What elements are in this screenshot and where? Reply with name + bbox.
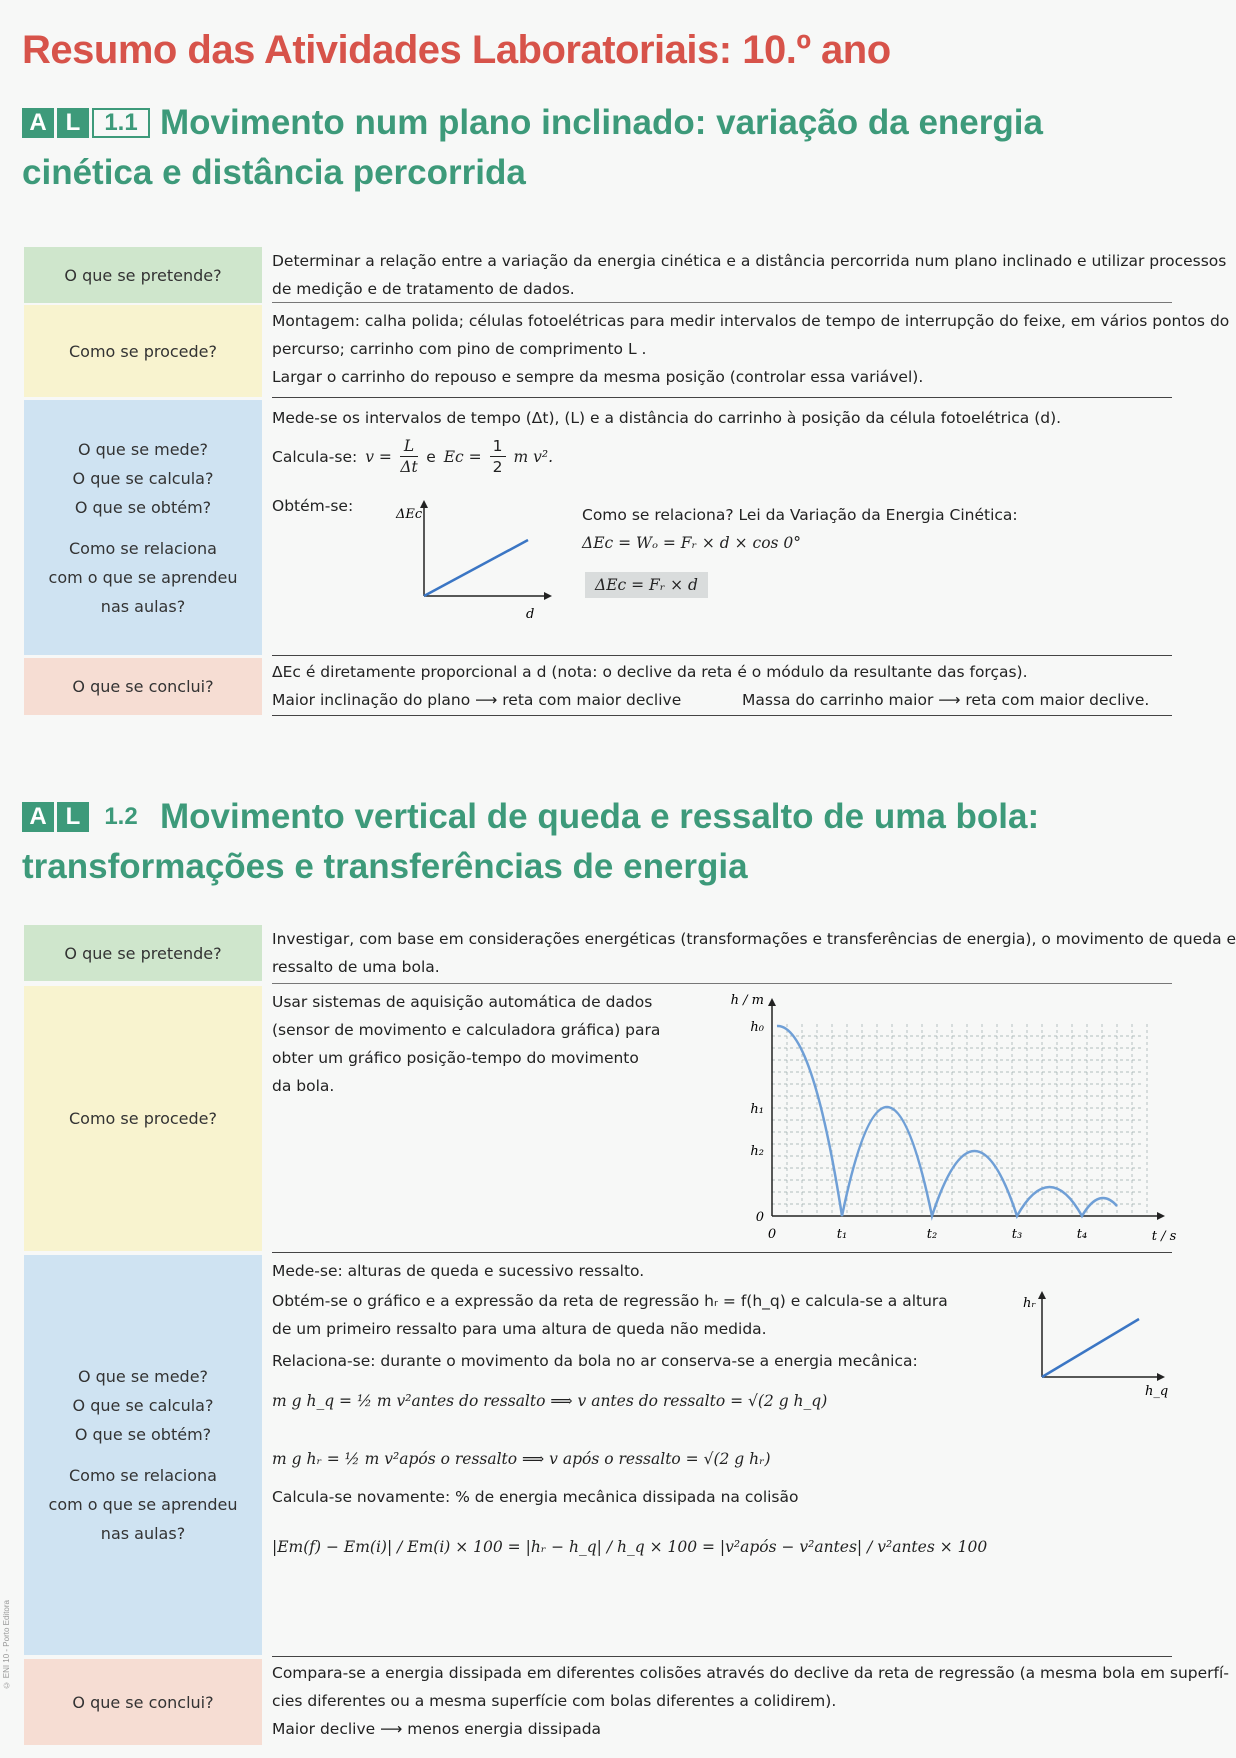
al11-conclui-line1: ΔEc é diretamente proporcional a d (nota: o declive da reta é o módulo da resultante das forças).	[272, 663, 1028, 681]
al12-row-mede	[24, 1255, 1172, 1655]
al12-table	[24, 925, 1236, 1738]
label-relaciona-3: nas aulas?	[100, 596, 186, 616]
al11-procede-line2: percurso; carrinho com pino de comprimento L .	[272, 340, 647, 358]
al11-pretende-line2: de medição e de tratamento de dados.	[272, 280, 575, 298]
al12-mede-text: Mede-se: alturas de queda e sucessivo ressalto.	[272, 1262, 645, 1280]
al12-procede-line2: (sensor de movimento e calculadora gráfica) para	[272, 1021, 661, 1039]
al12-conclui-line1: Compara-se a energia dissipada em diferentes colisões através do declive da reta de regressão (a mesma bola em superfí-	[272, 1664, 1229, 1682]
al12-conclui-line2: cies diferentes ou a mesma superfície com bolas diferentes a colidirem).	[272, 1692, 837, 1710]
page-title: Resumo das Atividades Laboratoriais: 10.º ano	[22, 28, 891, 72]
label-relaciona-1: Como se relaciona	[69, 1466, 217, 1485]
al11-pretende-line1: Determinar a relação entre a variação da energia cinética e a distância percorrida num plano inclinado e utilizar processos	[272, 252, 1227, 270]
al12-number: 1.2	[104, 803, 138, 830]
al12-bounce-graph	[712, 986, 1177, 1246]
al12-obtem-line2: de um primeiro ressalto para uma altura de queda não medida.	[272, 1320, 767, 1338]
badge-a: A	[22, 108, 54, 138]
bounce-y-tick: 0	[755, 1210, 764, 1225]
al11-relaciona-text: Como se relaciona? Lei da Variação da Energia Cinética:	[582, 506, 1018, 524]
bounce-y-tick: h₂	[750, 1144, 764, 1159]
label-mede-group	[24, 400, 262, 655]
label-obtem: O que se obtém?	[74, 1425, 212, 1444]
bounce-x-tick: t₃	[1011, 1227, 1023, 1242]
al11-conclui-line2b: Massa do carrinho maior ⟶ reta com maior declive.	[742, 691, 1150, 709]
al11-table	[24, 247, 1230, 715]
bounce-x-label: t / s	[1151, 1229, 1177, 1244]
al12-procede-line4: da bola.	[272, 1077, 335, 1095]
side-note: © ENI 10 - Porto Editora	[2, 1600, 11, 1690]
label-pretende: O que se pretende?	[24, 925, 262, 981]
bounce-y-tick: h₁	[750, 1102, 764, 1117]
label-procede: Como se procede?	[24, 986, 262, 1251]
al12-procede-line1: Usar sistemas de aquisição automática de dados	[272, 993, 653, 1011]
al12-eq2: m g hᵣ = ½ m v²após o ressalto ⟹ v após o ressalto = √(2 g hᵣ)	[272, 1450, 771, 1468]
al11-mede-text: Mede-se os intervalos de tempo (Δt), (L) e a distância do carrinho à posição da célula fotoelétrica (d).	[272, 409, 1062, 427]
label-relaciona-1: Como se relaciona	[69, 538, 217, 558]
al11-graph-y-label: ΔEc	[396, 507, 423, 522]
al12-header	[22, 792, 1182, 892]
al11-header	[22, 98, 1182, 198]
label-conclui: O que se conclui?	[24, 1659, 262, 1745]
al12-title-line2: transformações e transferências de energia	[22, 847, 748, 886]
al12-row-pretende	[24, 925, 1236, 981]
al11-obtem-label: Obtém-se:	[272, 497, 354, 515]
badge-l: L	[57, 108, 89, 138]
al11-row-conclui	[24, 658, 1172, 715]
x-axis-arrow	[1157, 1212, 1165, 1220]
al11-procede-line3: Largar o carrinho do repouso e sempre da mesma posição (controlar essa variável).	[272, 368, 924, 386]
al11-relaciona-box: ΔEc = Fᵣ × d	[585, 572, 708, 598]
al12-eq1: m g h_q = ½ m v²antes do ressalto ⟹ v antes do ressalto = √(2 g h_q)	[272, 1392, 828, 1410]
bounce-curve	[777, 1026, 1117, 1216]
al12-pretende-line2: ressalto de uma bola.	[272, 958, 440, 976]
al11-relaciona-eq: ΔEc = Wₒ = Fᵣ × d × cos 0°	[582, 534, 802, 552]
al11-row-pretende	[24, 247, 1227, 303]
al12-eq3: |Em(f) − Em(i)| / Em(i) × 100 = |hᵣ − h_q| / h_q × 100 = |v²após − v²antes| / v²antes × 100	[272, 1538, 988, 1556]
bounce-x-tick: t₁	[836, 1227, 848, 1242]
label-mede-group	[24, 1255, 262, 1655]
label-relaciona-2: com o que se aprendeu	[48, 1495, 238, 1514]
al11-procede-line1: Montagem: calha polida; células fotoelétricas para medir intervalos de tempo de interrupção do feixe, em vários pontos do	[272, 312, 1230, 330]
bounce-y-tick: h₀	[750, 1020, 764, 1035]
label-obtem: O que se obtém?	[74, 497, 212, 517]
label-procede: Como se procede?	[24, 305, 262, 397]
y-axis-arrow	[768, 998, 776, 1006]
al12-regression-graph	[1017, 1289, 1167, 1399]
badge-l: L	[57, 802, 89, 832]
al12-pretende-line1: Investigar, com base em considerações energéticas (transformações e transferências de energia), o movimento de queda e	[272, 930, 1236, 948]
label-calcula: O que se calcula?	[72, 1396, 214, 1415]
bounce-x-tick: 0	[767, 1227, 777, 1242]
label-conclui: O que se conclui?	[24, 658, 262, 715]
al11-conclui-line2a: Maior inclinação do plano ⟶ reta com maior declive	[272, 691, 682, 709]
al12-relaciona-text: Relaciona-se: durante o movimento da bola no ar conserva-se a energia mecânica:	[272, 1352, 918, 1370]
bounce-y-label: h / m	[730, 993, 764, 1008]
label-relaciona-3: nas aulas?	[100, 1524, 186, 1543]
al12-row-conclui	[24, 1659, 1229, 1745]
label-pretende: O que se pretende?	[24, 247, 262, 303]
al11-number: 1.1	[92, 108, 150, 138]
al12-procede-line3: obter um gráfico posição-tempo do movimento	[272, 1049, 639, 1067]
badge-a: A	[22, 802, 54, 832]
al11-calcula-formula: Calcula-se: v = $\frac{L}{\Delta t}$ e Ec = $\frac{1}{2}$ m v².	[272, 437, 554, 476]
al11-title-line2: cinética e distância percorrida	[22, 153, 526, 192]
label-mede: O que se mede?	[77, 1367, 209, 1386]
al12-title-line1: Movimento vertical de queda e ressalto de uma bola:	[160, 797, 1040, 836]
label-calcula: O que se calcula?	[72, 468, 214, 488]
al12-conclui-line3: Maior declive ⟶ menos energia dissipada	[272, 1720, 602, 1738]
al11-graph	[394, 496, 554, 626]
label-mede: O que se mede?	[77, 439, 209, 459]
al12-regression-x-label: h_q	[1145, 1384, 1169, 1399]
bounce-x-tick: t₄	[1076, 1227, 1088, 1242]
al12-calcula-text: Calcula-se novamente: % de energia mecânica dissipada na colisão	[272, 1488, 799, 1506]
bounce-x-tick: t₂	[926, 1227, 938, 1242]
label-relaciona-2: com o que se aprendeu	[48, 567, 238, 587]
al12-regression-y-label: hᵣ	[1023, 1296, 1036, 1311]
al12-row-procede	[24, 986, 1177, 1251]
al11-row-mede	[24, 400, 1172, 655]
al11-graph-x-label: d	[526, 607, 535, 622]
al12-obtem-line1: Obtém-se o gráfico e a expressão da reta de regressão hᵣ = f(h_q) e calcula-se a altura	[272, 1292, 948, 1310]
al11-title-line1: Movimento num plano inclinado: variação da energia	[160, 103, 1043, 142]
al11-row-procede	[24, 305, 1230, 397]
